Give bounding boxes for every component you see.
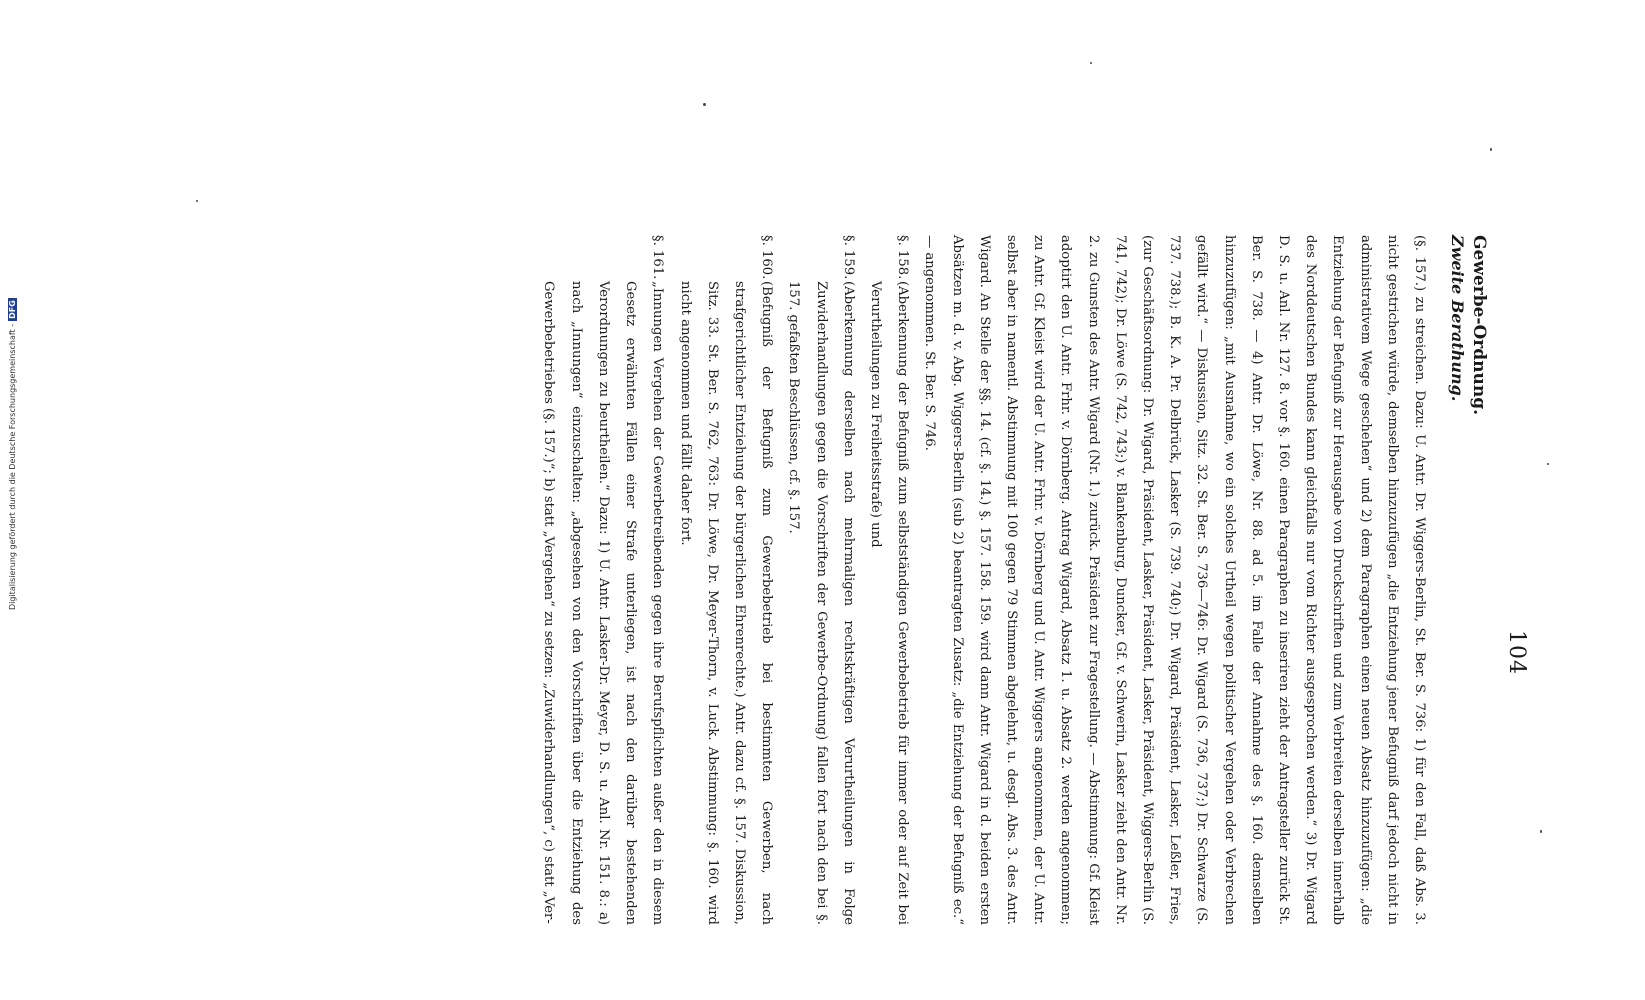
page-subtitle: Zweite Berathung. [1448,235,1467,402]
paragraph [671,235,780,925]
document-page [315,235,1545,935]
paragraph [780,235,862,925]
scan-speck [1090,62,1092,64]
section-number: §. 159. [840,235,856,280]
section-number: §. 158. [895,235,911,280]
scan-speck [1540,830,1542,833]
credit-text: Digitalisierung gefördert durch die Deutsche Forschungsgemeinschaft - [8,323,17,610]
paragraph [916,235,1433,925]
digitization-credit [8,298,17,610]
paragraph-text: (§. 157.) zu streichen. Dazu: U. Antr. Dr. Wiggers-Berlin, St. Ber. S. 736: 1) für den Fall, daß Abs. 3. nicht gestrichen würde, demselben hinzuzufügen „die Entziehung jener Befugniß darf jedoch nicht in administrativem Wege geschehen“ und 2) dem Paragraphen einen neuen Absatz hinzuzufügen: „die Entziehung der Befugniß zur Herausgabe von Druckschriften und zum Verbreiten derselben innerhalb des Norddeutschen Bundes kann gleichfalls nur vom Richter ausgesprochen werden.“ 3) Dr. Wigard D. S. u. Anl. Nr. 127. 8. vor §. 160. einen Paragraphen zu inseriren zieht der Antragsteller zurück St. Ber. S. 738. — 4) Antr. Dr. Löwe, Nr. 88. ad 5. im Falle der Annahme des §. 160. demselben hinzuzufügen: „mit Ausnahme, wo ein solches Urtheil wegen politischer Vergehen oder Verbrechen gefällt wird.“ — Diskussion, Sitz. 32. St. Ber. S. 736—746: Dr. Wigard (S. 736, 737;) Dr. Schwarze (S. 737. 738.); B. K. A. Pr. Delbrück, Lasker (S. 739. 740;) Dr. Wigard, Präsident, Lasker, Leßler, Fries, (zur Geschäftsordnung: Dr. Wigard, Präsident, Lasker, Präsident, Lasker, Präsident, Wiggers-Berlin (S. 741, 742); Dr. Löwe (S. 742, 743;) v. Blankenburg, Duncker, Gf. v. Schwerin, Lasker zieht den Antr. Nr. 2. zu Gunsten des Antr. Wigard (Nr. 1.) zurück. Präsident zur Fragestellung. — Abstimmung: Gf. Kleist adoptirt den U. Antr. Frhr. v. Dörnberg. Antrag Wigard, Absatz 1. u. Absatz 2. werden angenommen; zu Antr. Gf. Kleist wird der U. Antr. Frhr. v. Dörnberg und U. Antr. Wiggers angenommen, der U. Antr. selbst aber in namentl. Abstimmung mit 100 gegen 79 Stimmen abgelehnt, u. desgl. Abs. 3. des Antr. Wigard. An Stelle der §§. 14. (cf. §. 14.) §. 157. 158. 159. wird dann Antr. Wigard in d. beiden ersten Absätzen m. d. v. Abg. Wiggers-Berlin (sub 2) beantragten Zusatz: „die Entziehung der Befugniß ec.“ — angenommen. St. Ber. S. 746. [922,235,1427,925]
paragraph-text: (Aberkennung derselben nach mehrmaligen rechtskräftigen Verurtheilungen in Folge Zuwiderhandlungen gegen die Vorschriften der Gewerbe-Ordnung) fallen fort nach den bei §. 157. gefaßten Beschlüssen, cf. §. 157. [786,281,856,925]
document-body [535,235,1433,925]
scan-speck [1547,463,1549,465]
scan-speck [703,103,706,106]
dfg-logo-icon: DFG [8,300,17,319]
page-number: 104 [1504,630,1529,675]
scan-speck [196,200,198,202]
page-title: Gewerbe-Ordnung. [1469,235,1489,416]
scan-speck [1490,148,1492,151]
paragraph-text: „Innungen Vergehen der Gewerbetreibenden gegen ihre Berufspflichten außer den in diesem Gesetz erwähnten Fällen einer Strafe unterliegen, ist nach den darüber bestehenden Verordnungen zu beurtheilen.“ Dazu: 1) U. Antr. Lasker-Dr. Meyer, D. S. u. Anl. Nr. 151. 8.: a) nach „Innungen“ einzuschalten: „abgesehen von den Vorschriften über die Entziehung des Gewerbebetriebes (§. 157.)“; b) statt „Vergehen“ zu setzen: „Zuwiderhandlungen“, c) statt „Ver- [541,281,666,925]
section-number: §. 161. [650,235,666,280]
paragraph [535,235,671,925]
paragraph [862,235,916,925]
section-number: §. 160. [759,235,775,280]
paragraph-text: (Befugniß der Befugniß zum Gewerbebetrieb bei bestimmten Gewerben, nach strafgerichtlicher Entziehung der bürgerlichen Ehrenrechte.) Antr. dazu cf. §. 157. Diskussion, Sitz. 33. St. Ber. S. 762, 763: Dr. Löwe, Dr. Meyer-Thorn, v. Luck. Abstimmung: §. 160. wird nicht angenommen und fällt daher fort. [677,281,775,925]
page-header [1446,235,1490,935]
paragraph-text: (Aberkennung der Befugniß zum selbstständigen Gewerbebetrieb für immer oder auf Zeit bei Verurtheilungen zu Freiheitsstrafe) und [867,281,911,925]
